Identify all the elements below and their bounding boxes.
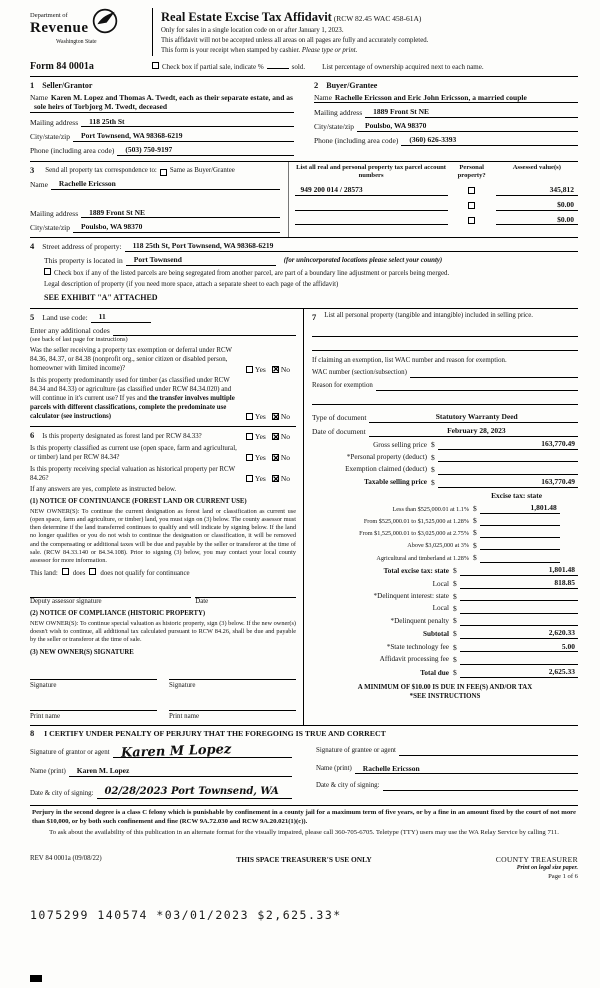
located-in-note: (for unincorporated locations please select your county) <box>283 257 443 264</box>
rate-2-field[interactable] <box>480 517 560 526</box>
timber-agriculture-question <box>30 377 296 422</box>
buyer-name-label: Name <box>314 92 332 102</box>
dollar-sign: $ <box>431 452 435 462</box>
total-rows <box>312 565 578 678</box>
located-in-field[interactable]: Port Townsend <box>126 255 276 266</box>
dollar-sign: $ <box>453 591 457 601</box>
seller-city-label: City/state/zip <box>30 131 70 141</box>
rate-1-label: Less than $525,000.01 at 1.1% <box>392 505 469 513</box>
buyer-phone-label: Phone (including area code) <box>314 136 399 146</box>
land-qualify-row <box>30 568 296 579</box>
buyer-phone-field[interactable]: (360) 626-3393 <box>401 135 578 146</box>
personal-property-list-label: List all personal property (tangible and intangible) included in selling price. <box>324 311 534 319</box>
does-not-qualify-checkbox[interactable] <box>89 568 96 575</box>
signature-label: Signature <box>169 682 196 690</box>
partial-sale-label: Check box if partial sale, indicate % <box>162 63 264 72</box>
affidavit-processing-fee-field[interactable] <box>460 656 578 665</box>
new-owner-print-1-field[interactable] <box>30 701 157 711</box>
section-7-number: 7 <box>312 311 317 322</box>
correspondence-parcels-row <box>30 161 578 237</box>
additional-codes-label: Enter any additional codes <box>30 326 110 336</box>
dollar-sign: $ <box>453 629 457 639</box>
date-of-document-field[interactable]: February 28, 2023 <box>369 426 578 437</box>
local-tax-label: Local <box>432 579 449 588</box>
notice-compliance-title: (2) NOTICE OF COMPLIANCE (HISTORIC PROPERTY) <box>30 609 206 617</box>
affidavit-processing-fee-row <box>312 655 578 665</box>
parcel-number-field[interactable]: 949 200 014 / 28573 <box>295 185 448 196</box>
forest-land-question-text: Is this property designated as forest land per RCW 84.33? <box>42 433 202 441</box>
section-selling-price <box>304 309 578 725</box>
dollar-sign: $ <box>431 478 435 488</box>
notice-compliance-body: NEW OWNER(S): To continue special valuation as historic property, sign (3) below. If the new owner(s) doesn't wish to continue, all additional tax calculated pursuant to RCW 84.26, shall be due and payable by the seller or transferor at the time of sale. <box>30 619 296 644</box>
historical-question-text: Is this property receiving special valuation as historical property per RCW 84.26? <box>30 466 236 483</box>
personal-property-line-2[interactable] <box>312 341 578 351</box>
notice-continuance-body: NEW OWNER(S): To continue the current designation as forest land or classification as current use (open space, farm and agriculture, or timber) land, you must sign on (3) below. The county assessor must then determine if the land transferred continues to qualify and will indicate by signing below. If the land no longer qualifies or you do not wish to continue the designation or classification, it will be removed and the compensating or additional taxes will be due and payable by the seller or transferor at the time of sale. (RCW 84.33.140 or 84.34.108). Prior to signing (3) below, you may contact your local county assessor for more information. <box>30 507 296 564</box>
local-tax-field[interactable]: 818.85 <box>460 578 578 589</box>
dollar-sign: $ <box>453 616 457 626</box>
seller-name-field[interactable]: Karen M. Lopez and Thomas A. Twedt, each as their separate estate, and as sole heirs of Torbjorg M. Twedt, deceased <box>30 93 294 114</box>
grantee-signature-block <box>304 739 578 803</box>
header <box>30 8 578 56</box>
grantee-signature-field[interactable] <box>399 747 578 756</box>
partial-sale-percent-field[interactable] <box>267 62 289 69</box>
buyer-city-label: City/state/zip <box>314 122 354 132</box>
does-qualify-checkbox[interactable] <box>62 568 69 575</box>
this-land-label: This land: <box>30 570 58 578</box>
section-5-number: 5 <box>30 311 35 322</box>
section-1-number: 1 <box>30 80 35 91</box>
corr-city-label: City/state/zip <box>30 222 70 232</box>
dollar-sign: $ <box>473 503 477 513</box>
delinquent-penalty-field[interactable] <box>460 617 578 626</box>
rate-row-3 <box>312 528 578 538</box>
grantee-print-name-label: Name (print) <box>316 765 352 773</box>
if-any-yes-note: If any answers are yes, complete as instructed below. <box>30 486 177 494</box>
yes-label: Yes <box>254 364 266 374</box>
form-revision: REV 84 0001a (09/08/22) <box>30 855 102 863</box>
print-name-label: Print name <box>169 713 200 721</box>
dollar-sign: $ <box>431 464 435 474</box>
corr-mailing-label: Mailing address <box>30 208 79 218</box>
total-due-label: Total due <box>420 668 449 677</box>
rate-row-4 <box>312 541 578 551</box>
new-owner-signature-2-field[interactable] <box>169 670 296 680</box>
additional-codes-note: (see back of last page for instructions) <box>30 336 128 344</box>
timber-question-bold-text: the transfer involves multiple parcels with different classifications, complete the predominate use calculator (see instructions) <box>30 395 235 421</box>
assessed-value-field[interactable]: $0.00 <box>496 200 578 211</box>
yes-label: Yes <box>254 412 266 422</box>
no-checkbox[interactable] <box>272 433 279 440</box>
current-use-question-text: Is this property classified as current use (open space, farm and agricultural, or timber) land per RCW 84.34? <box>30 445 237 462</box>
rate-5-label: Agricultural and timberland at 1.28% <box>376 554 469 562</box>
section-6-number: 6 <box>30 430 35 441</box>
parcel-number-field[interactable] <box>295 216 448 225</box>
grantor-date-city-label: Date & city of signing: <box>30 790 94 798</box>
signature-label: Signature <box>30 682 57 690</box>
yes-checkbox[interactable] <box>246 454 253 461</box>
section-buyer <box>304 77 578 161</box>
section-correspondence <box>30 162 288 237</box>
yes-checkbox[interactable] <box>246 413 253 420</box>
same-as-buyer-checkbox[interactable] <box>160 169 167 176</box>
timber-yes-no <box>246 412 296 422</box>
corr-name-label: Name <box>30 180 48 190</box>
alternate-format-note: To ask about the availability of this publication in an alternate format for the visually impaired, please call 360-705-6705. Teletype (TTY) users may use the WA Relay Service by calling 711. <box>49 828 559 836</box>
dollar-sign: $ <box>453 603 457 613</box>
exemption-claimed-row <box>312 465 578 475</box>
corr-name-field[interactable]: Rachelle Ericsson <box>51 179 280 190</box>
dollar-sign: $ <box>473 552 477 562</box>
yes-label: Yes <box>254 432 266 442</box>
header-note-3: This form is your receipt when stamped by cashier. <box>161 47 301 55</box>
gross-selling-price-label: Gross selling price <box>373 440 427 449</box>
grantee-signature-label: Signature of grantee or agent <box>316 746 396 754</box>
revenue-logo-icon <box>92 8 118 34</box>
reason-exemption-label: Reason for exemption <box>312 381 373 389</box>
yes-label: Yes <box>254 474 266 484</box>
section-property <box>30 237 578 308</box>
total-due-field[interactable]: 2,625.33 <box>460 667 578 678</box>
legal-size-note: Print on legal size paper. <box>516 865 578 872</box>
legal-description-value: SEE EXHIBIT "A" ATTACHED <box>44 293 158 303</box>
parcel-row <box>295 215 578 226</box>
seller-phone-label: Phone (including area code) <box>30 146 115 156</box>
correspondence-label: Send all property tax correspondence to: <box>45 166 157 174</box>
dollar-sign: $ <box>453 566 457 576</box>
assessed-value-header: Assessed value(s) <box>512 163 561 171</box>
current-use-yes-no <box>246 453 296 463</box>
delinquent-interest-state-label: *Delinquent interest: state <box>373 592 449 601</box>
new-owner-signature-1-field[interactable] <box>30 670 157 680</box>
see-instructions-note: *SEE INSTRUCTIONS <box>409 692 481 700</box>
located-in-label: This property is located in <box>44 256 123 266</box>
yes-label: Yes <box>254 453 266 463</box>
middle-columns <box>30 308 578 725</box>
dollar-sign: $ <box>473 540 477 550</box>
parcel-row <box>295 200 578 211</box>
timber-question-text: Is this property predominantly used for timber (as classified under RCW 84.34 and 84.33) or agriculture (as classified under RCW 84.34.020) and will continue in it's current use? If yes and <box>30 377 232 403</box>
parcel-table-header <box>295 164 578 181</box>
total-excise-state-field[interactable]: 1,801.48 <box>460 565 578 576</box>
land-use-code-field[interactable]: 11 <box>91 312 151 323</box>
section-3-number: 3 <box>30 164 35 175</box>
new-owner-signature-lines <box>30 670 296 691</box>
grantor-signature-block <box>30 739 304 803</box>
header-note-3-italic: Please type or print. <box>301 47 358 55</box>
new-owner-signature-title: (3) NEW OWNER(S) SIGNATURE <box>30 649 134 657</box>
grantor-date-city-field[interactable] <box>97 785 292 799</box>
deputy-assessor-signature-field[interactable] <box>30 589 191 598</box>
no-label: No <box>280 412 290 422</box>
does-label: does <box>72 570 86 578</box>
header-note-2: This affidavit will not be accepted unless all areas on all pages are fully and accurately completed. <box>161 37 429 45</box>
grantor-signature-field[interactable] <box>113 741 292 761</box>
dollar-sign: $ <box>453 654 457 664</box>
rate-row-5 <box>312 553 578 563</box>
current-use-question <box>30 445 296 463</box>
yes-checkbox[interactable] <box>246 433 253 440</box>
grantor-print-name-field[interactable]: Karen M. Lopez <box>69 766 292 777</box>
rate-row-2 <box>312 516 578 526</box>
grantor-handwritten-signature: Karen M Lopez <box>120 741 232 761</box>
delinquent-penalty-label: *Delinquent penalty <box>390 616 449 625</box>
legal-description-label: Legal description of property (if you need more space, attach a separate sheet to each page of the affidavit) <box>44 281 339 289</box>
price-rows <box>312 439 578 488</box>
gross-selling-price-field[interactable]: 163,770.49 <box>438 439 578 450</box>
state-technology-fee-row <box>312 642 578 653</box>
deputy-assessor-row <box>30 589 296 598</box>
section-land-use <box>30 312 296 422</box>
parcel-numbers-header: List all real and personal property tax parcel account numbers <box>296 163 446 180</box>
no-label: No <box>280 453 290 463</box>
seller-mailing-label: Mailing address <box>30 117 79 127</box>
deputy-date-field[interactable] <box>195 589 296 598</box>
no-label: No <box>280 474 290 484</box>
rate-4-label: Above $3,025,000 at 3% <box>407 542 469 550</box>
page-indicator: Page 1 of 6 <box>548 872 578 880</box>
new-owner-print-2-field[interactable] <box>169 701 296 711</box>
rate-1-field[interactable]: 1,801.48 <box>480 503 560 514</box>
ownership-percentage-note: List percentage of ownership acquired next to each name. <box>322 63 484 72</box>
minimum-due-note: A MINIMUM OF $10.00 IS DUE IN FEE(S) AND/OR TAX <box>357 683 533 691</box>
historical-property-question <box>30 466 296 484</box>
footer <box>30 855 578 881</box>
grantee-print-name-field[interactable]: Rachelle Ericsson <box>355 764 578 775</box>
wac-number-field[interactable] <box>410 369 578 378</box>
seller-city-field[interactable]: Port Townsend, WA 98368-6219 <box>73 131 294 142</box>
local-tax-row <box>312 578 578 589</box>
land-use-code-label: Land use code: <box>42 313 88 323</box>
corr-city-field[interactable]: Poulsbo, WA 98370 <box>73 222 280 233</box>
yes-checkbox[interactable] <box>246 475 253 482</box>
forest-land-question <box>30 430 296 442</box>
buyer-heading: Buyer/Grantee <box>326 81 378 91</box>
treasurer-use-label: THIS SPACE TREASURER'S USE ONLY <box>236 855 372 865</box>
parcel-table <box>288 162 578 237</box>
same-as-buyer-label: Same as Buyer/Grantee <box>169 166 235 174</box>
exemption-claimed-field[interactable] <box>438 466 578 475</box>
rate-3-field[interactable] <box>480 529 560 538</box>
delinquent-interest-state-row <box>312 592 578 602</box>
state-technology-fee-field[interactable]: 5.00 <box>460 642 578 653</box>
no-label: No <box>280 432 290 442</box>
grantor-print-name-label: Name (print) <box>30 768 66 776</box>
dollar-sign: $ <box>473 516 477 526</box>
subtotal-field[interactable]: 2,620.33 <box>460 628 578 639</box>
dollar-sign: $ <box>453 642 457 652</box>
exemption-deferral-question-text: Was the seller receiving a property tax exemption or deferral under RCW 84.36, 84.37, or 84.38 (nonprofit org., senior citizen or disabled person, homeowner with limited income)? <box>30 347 232 373</box>
parcel-number-field[interactable] <box>295 202 448 211</box>
certify-statement: I CERTIFY UNDER PENALTY OF PERJURY THAT THE FOREGOING IS TRUE AND CORRECT <box>44 729 386 739</box>
total-due-row <box>312 667 578 678</box>
personal-property-checkbox[interactable] <box>468 187 475 194</box>
left-column <box>30 309 304 725</box>
personal-property-header: Personal property? <box>457 163 486 180</box>
grantee-date-city-field[interactable] <box>383 782 578 791</box>
total-excise-state-row <box>312 565 578 576</box>
agency-subtitle: Washington State <box>56 38 97 45</box>
delinquent-interest-local-label: Local <box>432 604 449 613</box>
partial-sale-sold-label: sold. <box>291 63 306 72</box>
grantor-handwritten-date-city: 02/28/2023 Port Townsend, WA <box>104 786 279 798</box>
segregated-checkbox[interactable] <box>44 268 51 275</box>
personal-property-checkbox[interactable] <box>468 202 475 209</box>
no-checkbox[interactable] <box>272 366 279 373</box>
reason-exemption-field[interactable] <box>376 382 578 391</box>
date-label: Date <box>195 597 209 605</box>
buyer-mailing-field[interactable]: 1889 Front St NE <box>365 107 578 118</box>
personal-property-deduct-label: *Personal property (deduct) <box>346 452 427 461</box>
delinquent-penalty-row <box>312 616 578 626</box>
parcel-row <box>295 185 578 196</box>
no-checkbox[interactable] <box>272 413 279 420</box>
seller-heading: Seller/Grantor <box>42 81 93 91</box>
perjury-statement: Perjury in the second degree is a class C felony which is punishable by confinement in a county jail for a maximum term of five years, or by a fine in an amount fixed by the court of not more than $10,000, or by both such confinement and fine (RCW 9A.72.030 and RCW 9A.20.021(1)(c)). <box>32 809 576 825</box>
section-2-number: 2 <box>314 80 319 91</box>
rate-rows <box>312 503 578 563</box>
form-number: Form 84 0001a <box>30 61 94 73</box>
dollar-sign: $ <box>473 528 477 538</box>
street-address-field[interactable]: 118 25th St, Port Townsend, WA 98368-6219 <box>125 241 578 252</box>
agency-block <box>30 8 152 56</box>
type-of-document-label: Type of document <box>312 412 367 422</box>
treasurer-stamp: 1075299 140574 *03/01/2023 $2,625.33* <box>30 907 342 922</box>
assessed-value-field[interactable]: $0.00 <box>496 215 578 226</box>
date-of-document-label: Date of document <box>312 427 366 437</box>
dollar-sign: $ <box>453 668 457 678</box>
rate-row-1 <box>312 503 578 514</box>
exemption-note: If claiming an exemption, list WAC number and reason for exemption. <box>312 356 507 364</box>
buyer-name-field[interactable]: Rachelle Ericsson and Eric John Ericsson, a married couple <box>314 93 578 104</box>
section-8-number: 8 <box>30 728 35 739</box>
delinquent-interest-state-field[interactable] <box>460 592 578 601</box>
rate-4-field[interactable] <box>480 541 560 550</box>
personal-property-deduct-row <box>312 453 578 463</box>
exemption-deferral-question <box>30 347 296 374</box>
seller-name-label: Name <box>30 92 48 102</box>
taxable-selling-price-row <box>312 477 578 488</box>
agency-dept-of: Department of <box>30 12 68 19</box>
section-4-number: 4 <box>30 240 35 251</box>
no-label: No <box>280 364 290 374</box>
gross-selling-price-row <box>312 439 578 450</box>
taxable-selling-price-field[interactable]: 163,770.49 <box>438 477 578 488</box>
delinquent-interest-local-row <box>312 604 578 614</box>
affidavit-processing-fee-label: Affidavit processing fee <box>379 655 449 664</box>
wac-number-label: WAC number (section/subsection) <box>312 369 407 377</box>
partial-sale-checkbox[interactable] <box>152 62 159 69</box>
buyer-city-field[interactable]: Poulsbo, WA 98370 <box>357 121 578 132</box>
buyer-mailing-label: Mailing address <box>314 107 363 117</box>
type-of-document-field[interactable]: Statutory Warranty Deed <box>369 412 578 423</box>
dollar-sign: $ <box>453 579 457 589</box>
header-title-block <box>152 8 578 56</box>
dollar-sign: $ <box>431 440 435 450</box>
header-note-1: Only for sales in a single location code on or after January 1, 2023. <box>161 26 344 34</box>
grantee-date-city-label: Date & city of signing: <box>316 782 380 790</box>
seller-buyer-row <box>30 77 578 161</box>
personal-property-checkbox[interactable] <box>468 217 475 224</box>
rate-3-label: From $1,525,000.01 to $3,025,000 at 2.75% <box>359 530 469 538</box>
rate-5-field[interactable] <box>480 554 560 563</box>
print-name-label: Print name <box>30 713 61 721</box>
agency-name: Revenue <box>30 20 89 37</box>
form-title: Real Estate Excise Tax Affidavit <box>161 10 332 24</box>
subtotal-label: Subtotal <box>423 629 449 638</box>
historical-yes-no <box>246 474 296 484</box>
section-certification <box>30 725 578 803</box>
does-not-label: does not qualify for continuance <box>100 570 190 578</box>
section-designations <box>30 426 296 722</box>
delinquent-interest-local-field[interactable] <box>460 605 578 614</box>
form-title-rcw: (RCW 82.45 WAC 458-61A) <box>333 14 422 23</box>
seller-mailing-field[interactable]: 118 25th St <box>81 117 294 128</box>
street-address-label: Street address of property: <box>42 241 122 251</box>
assessed-value-field[interactable]: 345,812 <box>496 185 578 196</box>
notice-continuance-title: (1) NOTICE OF CONTINUANCE (FOREST LAND OR CURRENT USE) <box>30 497 247 505</box>
yes-checkbox[interactable] <box>246 366 253 373</box>
grantor-signature-label: Signature of grantor or agent <box>30 749 110 757</box>
new-owner-print-lines <box>30 701 296 722</box>
segregated-label: Check box if any of the listed parcels are being segregated from another parcel, are part of a boundary line adjustment or parcels being merged. <box>54 270 450 278</box>
seller-phone-field[interactable]: (503) 750-9197 <box>117 145 294 156</box>
personal-property-deduct-field[interactable] <box>438 453 578 462</box>
exemption-deferral-yes-no <box>246 365 296 375</box>
additional-codes-field[interactable] <box>113 327 296 336</box>
state-technology-fee-label: *State technology fee <box>386 643 449 652</box>
section-seller <box>30 77 304 161</box>
rate-2-label: From $525,000.01 to $1,525,000 at 1.28% <box>363 517 469 525</box>
deputy-assessor-label: Deputy assessor signature <box>30 597 102 605</box>
no-checkbox[interactable] <box>272 454 279 461</box>
reason-exemption-line-2[interactable] <box>312 395 578 405</box>
taxable-selling-price-label: Taxable selling price <box>364 478 427 487</box>
perjury-notice <box>30 805 578 839</box>
total-excise-state-label: Total excise tax: state <box>383 566 449 575</box>
county-treasurer-label: COUNTY TREASURER <box>495 855 578 865</box>
subtotal-row <box>312 628 578 639</box>
form-number-row <box>30 60 578 73</box>
exemption-claimed-label: Exemption claimed (deduct) <box>345 465 427 474</box>
no-checkbox[interactable] <box>272 475 279 482</box>
forest-land-yes-no <box>246 432 296 442</box>
corr-mailing-field[interactable]: 1889 Front St NE <box>81 208 279 219</box>
registration-mark <box>30 975 42 982</box>
personal-property-line-1[interactable] <box>312 327 578 337</box>
excise-tax-state-label: Excise tax: state <box>491 490 542 500</box>
